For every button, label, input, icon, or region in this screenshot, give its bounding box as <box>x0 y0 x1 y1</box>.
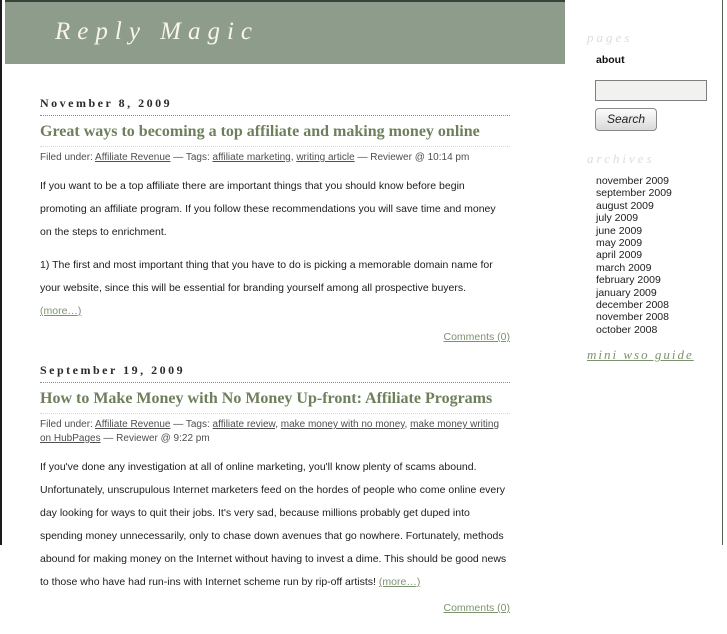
post-date: September 19, 2009 <box>40 363 510 383</box>
archives-heading: archives <box>587 151 655 166</box>
post-body <box>40 175 510 323</box>
tag-separator: , <box>404 419 408 430</box>
tags-label: Tags: <box>185 152 210 163</box>
list-item <box>596 200 719 212</box>
category-link[interactable]: Affiliate Revenue <box>95 419 171 430</box>
post-title-link[interactable]: How to Make Money with No Money Up-front: Affiliate Programs <box>40 390 510 414</box>
list-item <box>596 324 719 336</box>
meta-dash: — <box>103 433 114 444</box>
archive-link[interactable]: september 2009 <box>596 187 672 200</box>
list-item <box>596 249 719 261</box>
tag-separator: , <box>290 152 294 163</box>
archive-link[interactable]: april 2009 <box>596 249 643 262</box>
tag-link[interactable]: make money with no money <box>280 419 405 430</box>
list-item <box>596 225 719 237</box>
post-body <box>40 456 510 594</box>
archive-link[interactable]: may 2009 <box>596 237 643 250</box>
archive-link[interactable]: february 2009 <box>596 274 661 287</box>
post <box>40 96 510 345</box>
meta-dash: — <box>357 152 368 163</box>
archive-link[interactable]: march 2009 <box>596 261 652 274</box>
more-link[interactable]: (more…) <box>378 576 421 588</box>
search-button[interactable]: Search <box>595 108 657 131</box>
list-item <box>596 237 719 249</box>
tag-link[interactable]: affiliate review <box>212 419 276 430</box>
more-link[interactable]: (more…) <box>40 305 82 317</box>
archive-link[interactable]: december 2008 <box>596 299 669 312</box>
pages-heading: pages <box>587 30 633 45</box>
filed-under-label: Filed under: <box>40 152 93 163</box>
comments-link[interactable]: Comments (0) <box>443 602 510 614</box>
archives-list <box>596 175 719 336</box>
list-item <box>596 175 719 187</box>
list-item <box>596 299 719 311</box>
post-paragraph: If you want to be a top affiliate there are important things that you should know before begin promoting an affiliate program. If you follow these recommendations you will save time and money on the steps to enrichment. <box>40 180 496 238</box>
post-meta <box>40 151 510 165</box>
archive-link[interactable]: july 2009 <box>596 212 639 225</box>
archive-link[interactable]: november 2008 <box>596 311 669 324</box>
tag-link[interactable]: make money writing on HubPages <box>40 419 499 444</box>
meta-dash: — <box>173 419 184 430</box>
list-item <box>596 311 719 323</box>
site-title[interactable]: Reply Magic <box>55 18 260 45</box>
list-item <box>596 50 719 68</box>
sidebar-item-about[interactable]: about <box>596 54 625 66</box>
archive-link[interactable]: october 2008 <box>596 323 658 336</box>
list-item <box>596 262 719 274</box>
list-item <box>596 274 719 286</box>
author-timestamp: Reviewer @ 9:22 pm <box>116 433 210 444</box>
archive-link[interactable]: january 2009 <box>596 286 657 299</box>
category-link[interactable]: Affiliate Revenue <box>95 152 171 163</box>
archive-link[interactable]: november 2009 <box>596 175 669 187</box>
post-meta <box>40 418 510 446</box>
tag-link[interactable]: writing article <box>296 152 355 163</box>
archive-link[interactable]: june 2009 <box>596 224 643 237</box>
comments-row <box>40 327 510 345</box>
list-item <box>596 187 719 199</box>
tags-label: Tags: <box>185 419 210 430</box>
list-item <box>596 212 719 224</box>
tag-link[interactable]: affiliate marketing <box>212 152 291 163</box>
main-content <box>40 96 510 634</box>
post-paragraph: If you've done any investigation at all of online marketing, you'll know plenty of scams abound. Unfortunately, unscrupulous Internet marketers feed on the hordes of people who come online every day looking for ways to quit their jobs. It's very sad, because millions probably get duped into spending money unnecessarily, only to chase down avenues that go nowhere. Fortunately, methods abound for making money on the Internet without having to invest a dime. This should be good news to those who have had run-ins with Internet scheme run by rip-off artists! (more…) <box>40 461 507 588</box>
site-header <box>5 0 565 64</box>
filed-under-label: Filed under: <box>40 419 93 430</box>
post-title-link[interactable]: Great ways to becoming a top affiliate and making money online <box>40 123 510 147</box>
comments-row <box>40 598 510 616</box>
post-date: November 8, 2009 <box>40 96 510 116</box>
archive-link[interactable]: august 2009 <box>596 199 654 212</box>
pages-list <box>596 50 719 68</box>
author-timestamp: Reviewer @ 10:14 pm <box>370 152 470 163</box>
sidebar <box>587 30 719 364</box>
comments-link[interactable]: Comments (0) <box>443 331 510 343</box>
post-paragraph: 1) The first and most important thing that you have to do is picking a memorable domain name for your website, since this will be essential for branding yourself among all prospective buyers. (more…) <box>40 259 493 317</box>
tag-separator: , <box>275 419 278 430</box>
mini-wso-guide-link[interactable]: mini wso guide <box>587 347 694 363</box>
search-input[interactable] <box>595 80 707 101</box>
post <box>40 363 510 616</box>
meta-dash: — <box>173 152 184 163</box>
archives-block <box>587 151 719 336</box>
list-item <box>596 287 719 299</box>
